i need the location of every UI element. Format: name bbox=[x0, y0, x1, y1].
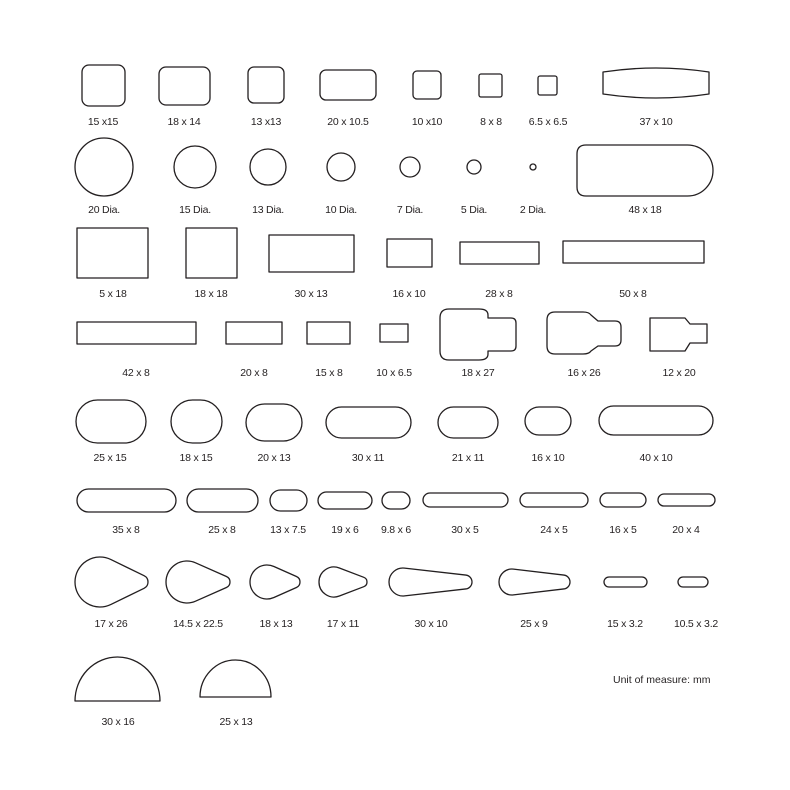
shape-label-circle-20: 20 Dia. bbox=[88, 204, 120, 216]
shape-label-circle-5: 5 Dia. bbox=[460, 204, 488, 216]
shape-rect-16x10-outline bbox=[387, 239, 432, 267]
shape-label-slot-25x8: 25 x 8 bbox=[208, 524, 236, 536]
shape-pear-25x9-outline bbox=[499, 569, 570, 595]
shape-label-slot-13x7.5: 13 x 7.5 bbox=[270, 524, 306, 536]
shape-slot-20x4-outline bbox=[658, 494, 715, 506]
shape-sq-10x10-outline bbox=[413, 71, 441, 99]
shape-label-tab-18x27: 18 x 27 bbox=[461, 367, 495, 379]
shape-label-rect-18x14: 18 x 14 bbox=[167, 116, 201, 128]
shape-label-slot-15x3.2: 15 x 3.2 bbox=[607, 618, 643, 630]
shape-sq-6.5x6.5-outline bbox=[538, 76, 557, 95]
shape-circle-5-outline bbox=[467, 160, 481, 174]
shape-pear-17x26-outline bbox=[75, 557, 148, 607]
shape-label-rect-28x8: 28 x 8 bbox=[485, 288, 513, 300]
shape-rect-50x8-outline bbox=[563, 241, 704, 263]
shape-label-barrel-37x10: 37 x 10 bbox=[639, 116, 673, 128]
shape-label-half-25x13: 25 x 13 bbox=[219, 716, 253, 728]
shape-circle-7-outline bbox=[400, 157, 420, 177]
shape-label-sq-15x15: 15 x15 bbox=[87, 116, 119, 128]
shape-tab-16x26-outline bbox=[547, 312, 621, 354]
shape-circle-10-outline bbox=[327, 153, 355, 181]
shape-dshape-48x18-outline bbox=[577, 145, 713, 196]
shape-rect-15x8-outline bbox=[307, 322, 350, 344]
shape-label-rect-20x8: 20 x 8 bbox=[240, 367, 268, 379]
shape-label-oval-25x15: 25 x 15 bbox=[93, 452, 127, 464]
shape-label-pear-18x13: 18 x 13 bbox=[259, 618, 293, 630]
shape-label-pear-30x10: 30 x 10 bbox=[414, 618, 448, 630]
shape-label-slot-19x6: 19 x 6 bbox=[331, 524, 359, 536]
shape-slot-25x8-outline bbox=[187, 489, 258, 512]
shape-slot-16x5-outline bbox=[600, 493, 646, 507]
shape-sq-15x15-outline bbox=[82, 65, 125, 106]
shape-label-oval-16x10: 16 x 10 bbox=[531, 452, 565, 464]
shape-rect-20x8-outline bbox=[226, 322, 282, 344]
shape-circle-20-outline bbox=[75, 138, 133, 196]
shape-label-slot-30x5: 30 x 5 bbox=[451, 524, 479, 536]
shape-label-oval-30x11: 30 x 11 bbox=[351, 452, 385, 464]
shape-label-rect-5x18: 5 x 18 bbox=[99, 288, 127, 300]
shape-label-tab-16x26: 16 x 26 bbox=[567, 367, 601, 379]
shape-half-30x16-outline bbox=[75, 657, 160, 701]
shape-label-pear-17x26: 17 x 26 bbox=[94, 618, 128, 630]
shape-label-slot-24x5: 24 x 5 bbox=[540, 524, 568, 536]
shape-tab-12x20-outline bbox=[650, 318, 707, 351]
shape-label-rect-10x6.5: 10 x 6.5 bbox=[376, 367, 412, 379]
unit-of-measure-note: Unit of measure: mm bbox=[613, 674, 711, 686]
shape-rect-18x18-outline bbox=[186, 228, 237, 278]
shape-label-dshape-48x18: 48 x 18 bbox=[628, 204, 662, 216]
shape-barrel-37x10-outline bbox=[603, 68, 709, 98]
shape-label-half-30x16: 30 x 16 bbox=[101, 716, 135, 728]
shape-label-slot-35x8: 35 x 8 bbox=[112, 524, 140, 536]
shape-label-circle-15: 15 Dia. bbox=[179, 204, 211, 216]
shape-label-slot-10.5x3.2: 10.5 x 3.2 bbox=[673, 618, 719, 630]
shape-slot-10.5x3.2-outline bbox=[678, 577, 708, 587]
shape-oval-18x15-outline bbox=[171, 400, 222, 443]
shape-sq-13x13-outline bbox=[248, 67, 284, 103]
shape-slot-35x8-outline bbox=[77, 489, 176, 512]
shape-label-sq-13x13: 13 x13 bbox=[250, 116, 282, 128]
shape-label-rect-18x18: 18 x 18 bbox=[194, 288, 228, 300]
shape-label-sq-10x10: 10 x10 bbox=[411, 116, 443, 128]
shape-rect-20x10.5-outline bbox=[320, 70, 376, 100]
shape-rect-30x13-outline bbox=[269, 235, 354, 272]
shape-label-rect-16x10: 16 x 10 bbox=[392, 288, 426, 300]
shape-slot-9.8x6-outline bbox=[382, 492, 410, 509]
shape-circle-2-outline bbox=[530, 164, 536, 170]
shape-label-slot-9.8x6: 9.8 x 6 bbox=[380, 524, 412, 536]
shape-slot-15x3.2-outline bbox=[604, 577, 647, 587]
shape-rect-18x14-outline bbox=[159, 67, 210, 105]
shape-half-25x13-outline bbox=[200, 660, 271, 697]
shape-pear-14.5x22.5-outline bbox=[166, 561, 230, 603]
shape-rect-10x6.5-outline bbox=[380, 324, 408, 342]
shape-oval-20x13-outline bbox=[246, 404, 302, 441]
shape-label-tab-12x20: 12 x 20 bbox=[662, 367, 696, 379]
shape-oval-30x11-outline bbox=[326, 407, 411, 438]
shape-rect-42x8-outline bbox=[77, 322, 196, 344]
shape-slot-19x6-outline bbox=[318, 492, 372, 509]
shape-label-slot-20x4: 20 x 4 bbox=[672, 524, 700, 536]
shape-pear-17x11-outline bbox=[319, 567, 367, 597]
shape-label-circle-10: 10 Dia. bbox=[325, 204, 357, 216]
shape-rect-5x18-outline bbox=[77, 228, 148, 278]
shape-label-pear-14.5x22.5: 14.5 x 22.5 bbox=[173, 618, 223, 630]
shape-label-pear-17x11: 17 x 11 bbox=[326, 618, 360, 630]
shape-slot-24x5-outline bbox=[520, 493, 588, 507]
shape-rect-28x8-outline bbox=[460, 242, 539, 264]
shape-label-slot-16x5: 16 x 5 bbox=[609, 524, 637, 536]
shape-tab-18x27-outline bbox=[440, 309, 516, 360]
shape-label-circle-13: 13 Dia. bbox=[252, 204, 284, 216]
shape-label-pear-25x9: 25 x 9 bbox=[520, 618, 548, 630]
shape-oval-16x10-outline bbox=[525, 407, 571, 435]
shape-label-rect-15x8: 15 x 8 bbox=[315, 367, 343, 379]
shape-label-sq-6.5x6.5: 6.5 x 6.5 bbox=[528, 116, 568, 128]
shape-oval-21x11-outline bbox=[438, 407, 498, 438]
shape-label-oval-40x10: 40 x 10 bbox=[639, 452, 673, 464]
shape-label-rect-20x10.5: 20 x 10.5 bbox=[327, 116, 369, 128]
shape-label-rect-42x8: 42 x 8 bbox=[122, 367, 150, 379]
shape-circle-15-outline bbox=[174, 146, 216, 188]
shape-slot-30x5-outline bbox=[423, 493, 508, 507]
shape-pear-18x13-outline bbox=[250, 565, 300, 599]
shape-pear-30x10-outline bbox=[389, 568, 472, 596]
shape-label-oval-21x11: 21 x 11 bbox=[451, 452, 485, 464]
shape-label-circle-2: 2 Dia. bbox=[519, 204, 547, 216]
shape-label-rect-30x13: 30 x 13 bbox=[294, 288, 328, 300]
shape-slot-13x7.5-outline bbox=[270, 490, 307, 511]
shape-sq-8x8-outline bbox=[479, 74, 502, 97]
shape-oval-40x10-outline bbox=[599, 406, 713, 435]
shape-oval-25x15-outline bbox=[76, 400, 146, 443]
shape-label-oval-18x15: 18 x 15 bbox=[179, 452, 213, 464]
shape-label-circle-7: 7 Dia. bbox=[396, 204, 424, 216]
shape-label-sq-8x8: 8 x 8 bbox=[480, 116, 502, 128]
shape-circle-13-outline bbox=[250, 149, 286, 185]
shape-label-oval-20x13: 20 x 13 bbox=[257, 452, 291, 464]
shape-label-rect-50x8: 50 x 8 bbox=[619, 288, 647, 300]
